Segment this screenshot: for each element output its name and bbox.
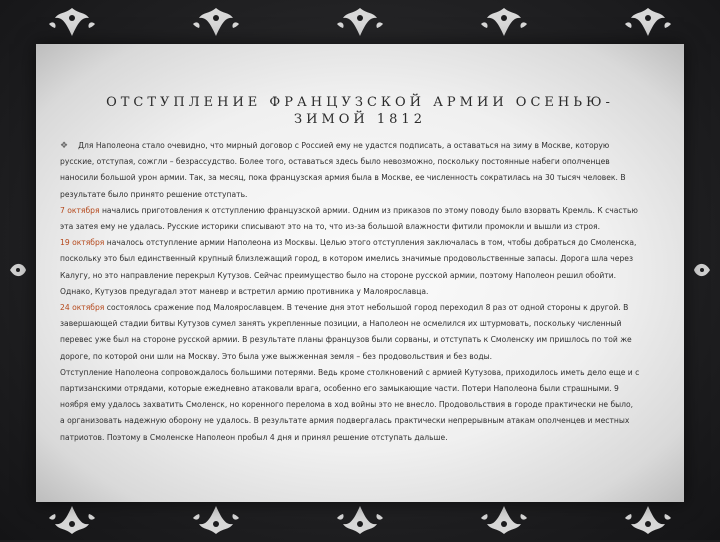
floral-ornament-icon (45, 502, 99, 538)
date-highlight: 24 октября (60, 303, 105, 313)
paragraph-1-text: Для Наполеона стало очевидно, что мирный договор с Россией ему не удастся подписать, а оставаться на зиму в Москве, которую русские, отступая, сожгли – безрассудство. Более того, оставаться здесь было невозможно, поскольку постоянные набеги ополченцев наносили большой урон армии. Так, за месяц, пока французская армия была в Москве, ее численность сократилась на 30 тысяч человек. В результате было принято решение отступать. (60, 141, 626, 199)
floral-ornament-icon (477, 4, 531, 40)
slide-title-line1: ОТСТУПЛЕНИЕ ФРАНЦУЗСКОЙ АРМИИ ОСЕНЬЮ- (106, 95, 614, 110)
paragraph-3-text: началось отступление армии Наполеона из Москвы. Целью этого отступления заключалась в том, чтобы добраться до Смоленска, поскольку это был единственный крупный близлежащий город, в котором имелись значимые продовольственные запасы. Дорога шла через Калугу, но это направление перекрыл Кутузов. Сейчас преимущество было на стороне русской армии, поэтому Наполеон решил обойти. Однако, Кутузов предугадал этот маневр и встретил армию противника у Малоярославца. (60, 238, 637, 296)
paragraph-4 (60, 300, 640, 365)
slide-body (60, 138, 640, 446)
slide-title (60, 94, 660, 128)
floral-ornament-icon (189, 502, 243, 538)
date-highlight: 7 октября (60, 205, 100, 215)
floral-ornament-icon (189, 4, 243, 40)
paragraph-2-text: начались приготовления к отступлению французской армии. Одним из приказов по этому поводу было взорвать Кремль. К счастью эта затея ему не удалась. Русские историки списывают это на то, что из-за большой влажности фитили промокли и вышли из строя. (60, 205, 638, 232)
floral-ornament-icon (333, 502, 387, 538)
paragraph-5 (60, 365, 640, 446)
floral-ornament-icon (477, 502, 531, 538)
paragraph-4-text: состоялось сражение под Малоярославцем. В течение дня этот небольшой город переходил 8 раз от одной стороны к другой. В завершающей стадии битвы Кутузов сумел занять укрепленные позиции, а Наполеон не осмелился их штурмовать, поскольку численный перевес уже был на стороне русской армии. В результате планы французов были сорваны, и отступать к Смоленску им пришлось по той же дороге, по которой они шли на Москву. Это была уже выжженная земля – без продовольствия и без воды. (60, 303, 632, 361)
floral-ornament-icon (621, 4, 675, 40)
floral-ornament-icon (621, 502, 675, 538)
floral-ornament-icon (45, 4, 99, 40)
paragraph-3 (60, 235, 640, 300)
paragraph-2 (60, 203, 640, 235)
right-side-ornament-icon (690, 240, 714, 300)
bottom-ornament-border (0, 498, 720, 542)
date-highlight: 19 октября (60, 238, 105, 248)
paragraph-5-text: Отступление Наполеона сопровождалось большими потерями. Ведь кроме столкновений с армией Кутузова, приходилось иметь дело еще и с партизанскими отрядами, которые ежедневно атаковали врага, особенно его замыкающие части. Потери Наполеона были страшными. 9 ноября ему удалось захватить Смоленск, но коренного перелома в ход войны это не внесло. Продовольствия в городе практически не было, а организовать надежную оборону не удалось. В результате армия подвергалась практически непрерывным атакам ополченцев и местных патриотов. Поэтому в Смоленске Наполеон пробыл 4 дня и принял решение отступать дальше. (60, 367, 640, 442)
floral-ornament-icon (333, 4, 387, 40)
diamond-bullet-icon: ❖ (60, 141, 69, 151)
paragraph-1 (60, 138, 640, 203)
left-side-ornament-icon (6, 240, 30, 300)
top-ornament-border (0, 0, 720, 44)
slide-title-line2: ЗИМОЙ 1812 (294, 112, 426, 127)
